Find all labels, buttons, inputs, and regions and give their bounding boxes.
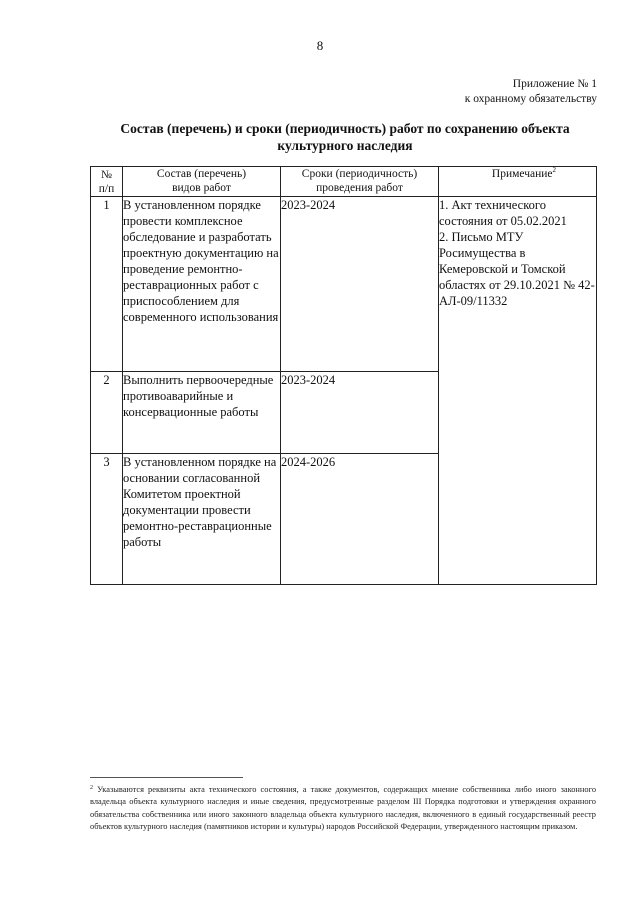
row-period: 2024-2026 — [281, 454, 439, 585]
note-item-2: 2. Письмо МТУ Росимущества в Кемеровской и Томской областях от 29.10.2021 № 42-АЛ-09/11332 — [439, 230, 595, 308]
row-number: 3 — [91, 454, 123, 585]
row-number: 1 — [91, 197, 123, 372]
footnote-text: Указываются реквизиты акта технического состояния, а также документов, содержащих мнение собственника либо иного законного владельца объекта культурного наследия и иные сведения, предусмотренные разделом III Порядка подготовки и утверждения охранного обязательства собственника или иного законного владельца объекта культурного наследия, включенного в единый государственный реестр объектов культурного наследия (памятников истории и культуры) народов Российской Федерации, утвержденного настоящим приказом. — [90, 785, 597, 831]
document-title-line-2: культурного наследия — [277, 138, 413, 153]
appendix-line-2: к охранному обязательству — [464, 93, 597, 105]
row-number: 2 — [91, 372, 123, 454]
row-period: 2023-2024 — [281, 197, 439, 372]
header-period-line-1: Сроки (периодичность) — [301, 168, 418, 180]
header-period-line-2: проведения работ — [316, 182, 403, 194]
row-works: В установленном порядке на основании согласованной Комитетом проектной документации провести ремонтно-реставрационные работы — [123, 454, 281, 585]
header-note — [439, 167, 597, 197]
appendix-reference — [465, 77, 597, 107]
footnote-marker: 2 — [90, 785, 93, 791]
note-cell — [439, 197, 597, 585]
table-header-row — [91, 167, 597, 197]
header-number — [91, 167, 123, 197]
header-number-line-2: п/п — [98, 183, 115, 195]
footnote — [90, 784, 596, 833]
header-works-line-2: видов работ — [172, 182, 231, 194]
header-works-line-1: Состав (перечень) — [156, 168, 247, 180]
header-note-footnote-mark: 2 — [552, 166, 556, 174]
row-period: 2023-2024 — [281, 372, 439, 454]
document-title-line-1: Состав (перечень) и сроки (периодичность) работ по сохранению объекта — [120, 121, 570, 136]
header-period — [281, 167, 439, 197]
table-row — [91, 197, 597, 372]
footnote-separator — [90, 777, 243, 778]
appendix-line-1: Приложение № 1 — [512, 78, 597, 90]
document-title — [95, 120, 595, 154]
note-item-1: 1. Акт технического состояния от 05.02.2021 — [439, 198, 567, 228]
row-works: Выполнить первоочередные противоаварийные и консервационные работы — [123, 372, 281, 454]
works-table — [90, 166, 597, 585]
row-works: В установленном порядке провести комплексное обследование и разработать проектную документацию на проведение ремонтно-реставрационных работ с приспособлением для современного использования — [123, 197, 281, 372]
header-note-label: Примечание — [491, 168, 553, 180]
page-number: 8 — [316, 38, 324, 53]
header-number-line-1: № — [101, 169, 112, 181]
header-works — [123, 167, 281, 197]
